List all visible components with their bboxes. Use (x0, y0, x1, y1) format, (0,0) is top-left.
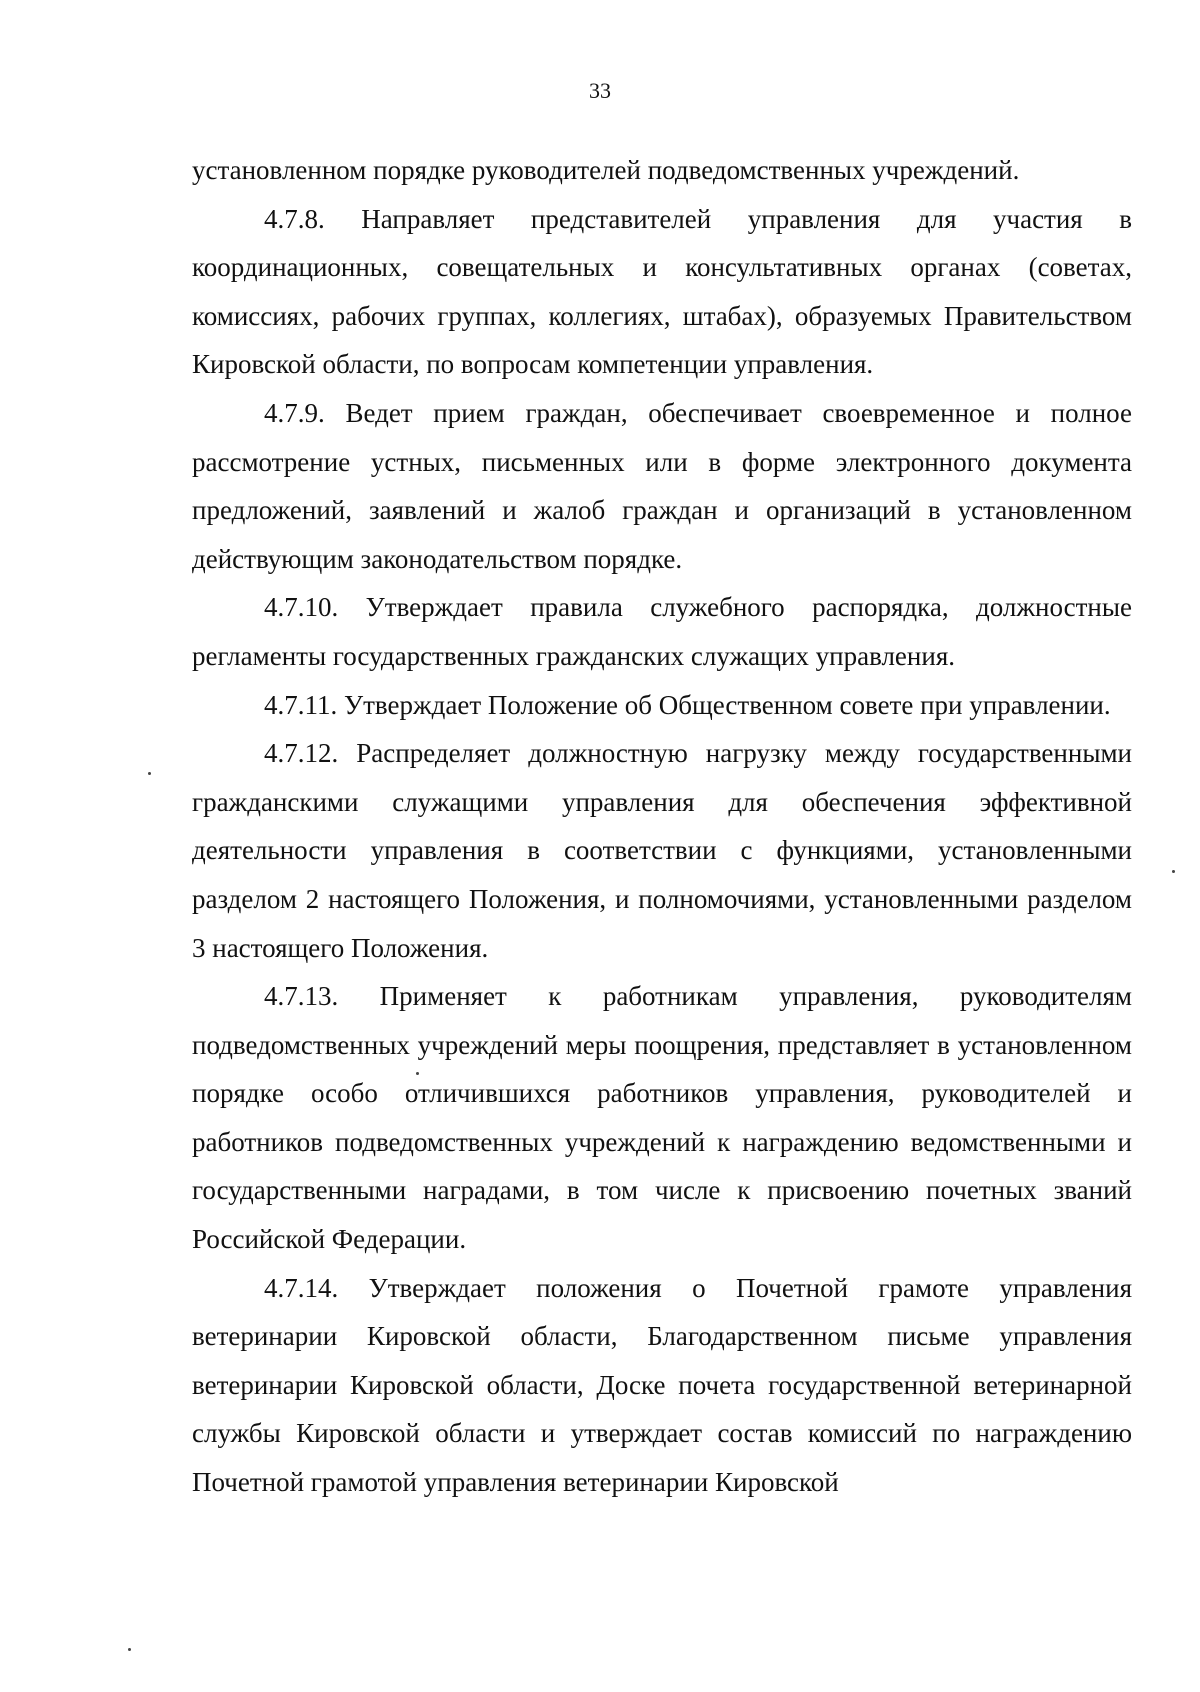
paragraph-4-7-12: 4.7.12. Распределяет должностную нагрузку между государственными гражданскими служащими управления для обеспечения эффективной деятельности управления в соответствии с функциями, установленными разделом 2 настоящего Положения, и полномочиями, установленными разделом 3 настоящего Положения. (192, 738, 1132, 963)
scan-speck (128, 1648, 131, 1651)
scan-speck (1172, 870, 1175, 873)
paragraph-4-7-9: 4.7.9. Ведет прием граждан, обеспечивает своевременное и полное рассмотрение устных, письменных или в форме электронного документа предложений, заявлений и жалоб граждан и организаций в установленном действующим законодательством порядке. (192, 397, 1132, 574)
paragraph-4-7-8: 4.7.8. Направляет представителей управления для участия в координационных, совещательных и консультативных органах (советах, комиссиях, рабочих группах, коллегиях, штабах), образуемых Правительством Кировской области, по вопросам компетенции управления. (192, 203, 1132, 380)
scan-speck (148, 772, 151, 775)
paragraph-continuation: установленном порядке руководителей подведомственных учреждений. (192, 155, 1020, 185)
paragraph-4-7-10: 4.7.10. Утверждает правила служебного распорядка, должностные регламенты государственных гражданских служащих управления. (192, 592, 1132, 671)
document-body (192, 146, 1132, 1507)
page-number: 33 (589, 78, 611, 103)
paragraph-4-7-11: 4.7.11. Утверждает Положение об Общественном совете при управлении. (264, 689, 1111, 720)
paragraph-4-7-14: 4.7.14. Утверждает положения о Почетной грамоте управления ветеринарии Кировской области, Благодарственном письме управления ветеринарии Кировской области, Доске почета государственной ветеринарной службы Кировской области и утверждает состав комиссий по награждению Почетной грамотой управления ветеринарии Кировской (192, 1272, 1132, 1498)
paragraph-4-7-13: 4.7.13. Применяет к работникам управления, руководителям подведомственных учреждений меры поощрения, представляет в установленном порядке особо отличившихся работников управления, руководителей и работников подведомственных учреждений к награждению ведомственными и государственными наградами, в том числе к присвоению почетных званий Российской Федерации. (192, 981, 1132, 1255)
scan-speck (416, 1072, 419, 1075)
